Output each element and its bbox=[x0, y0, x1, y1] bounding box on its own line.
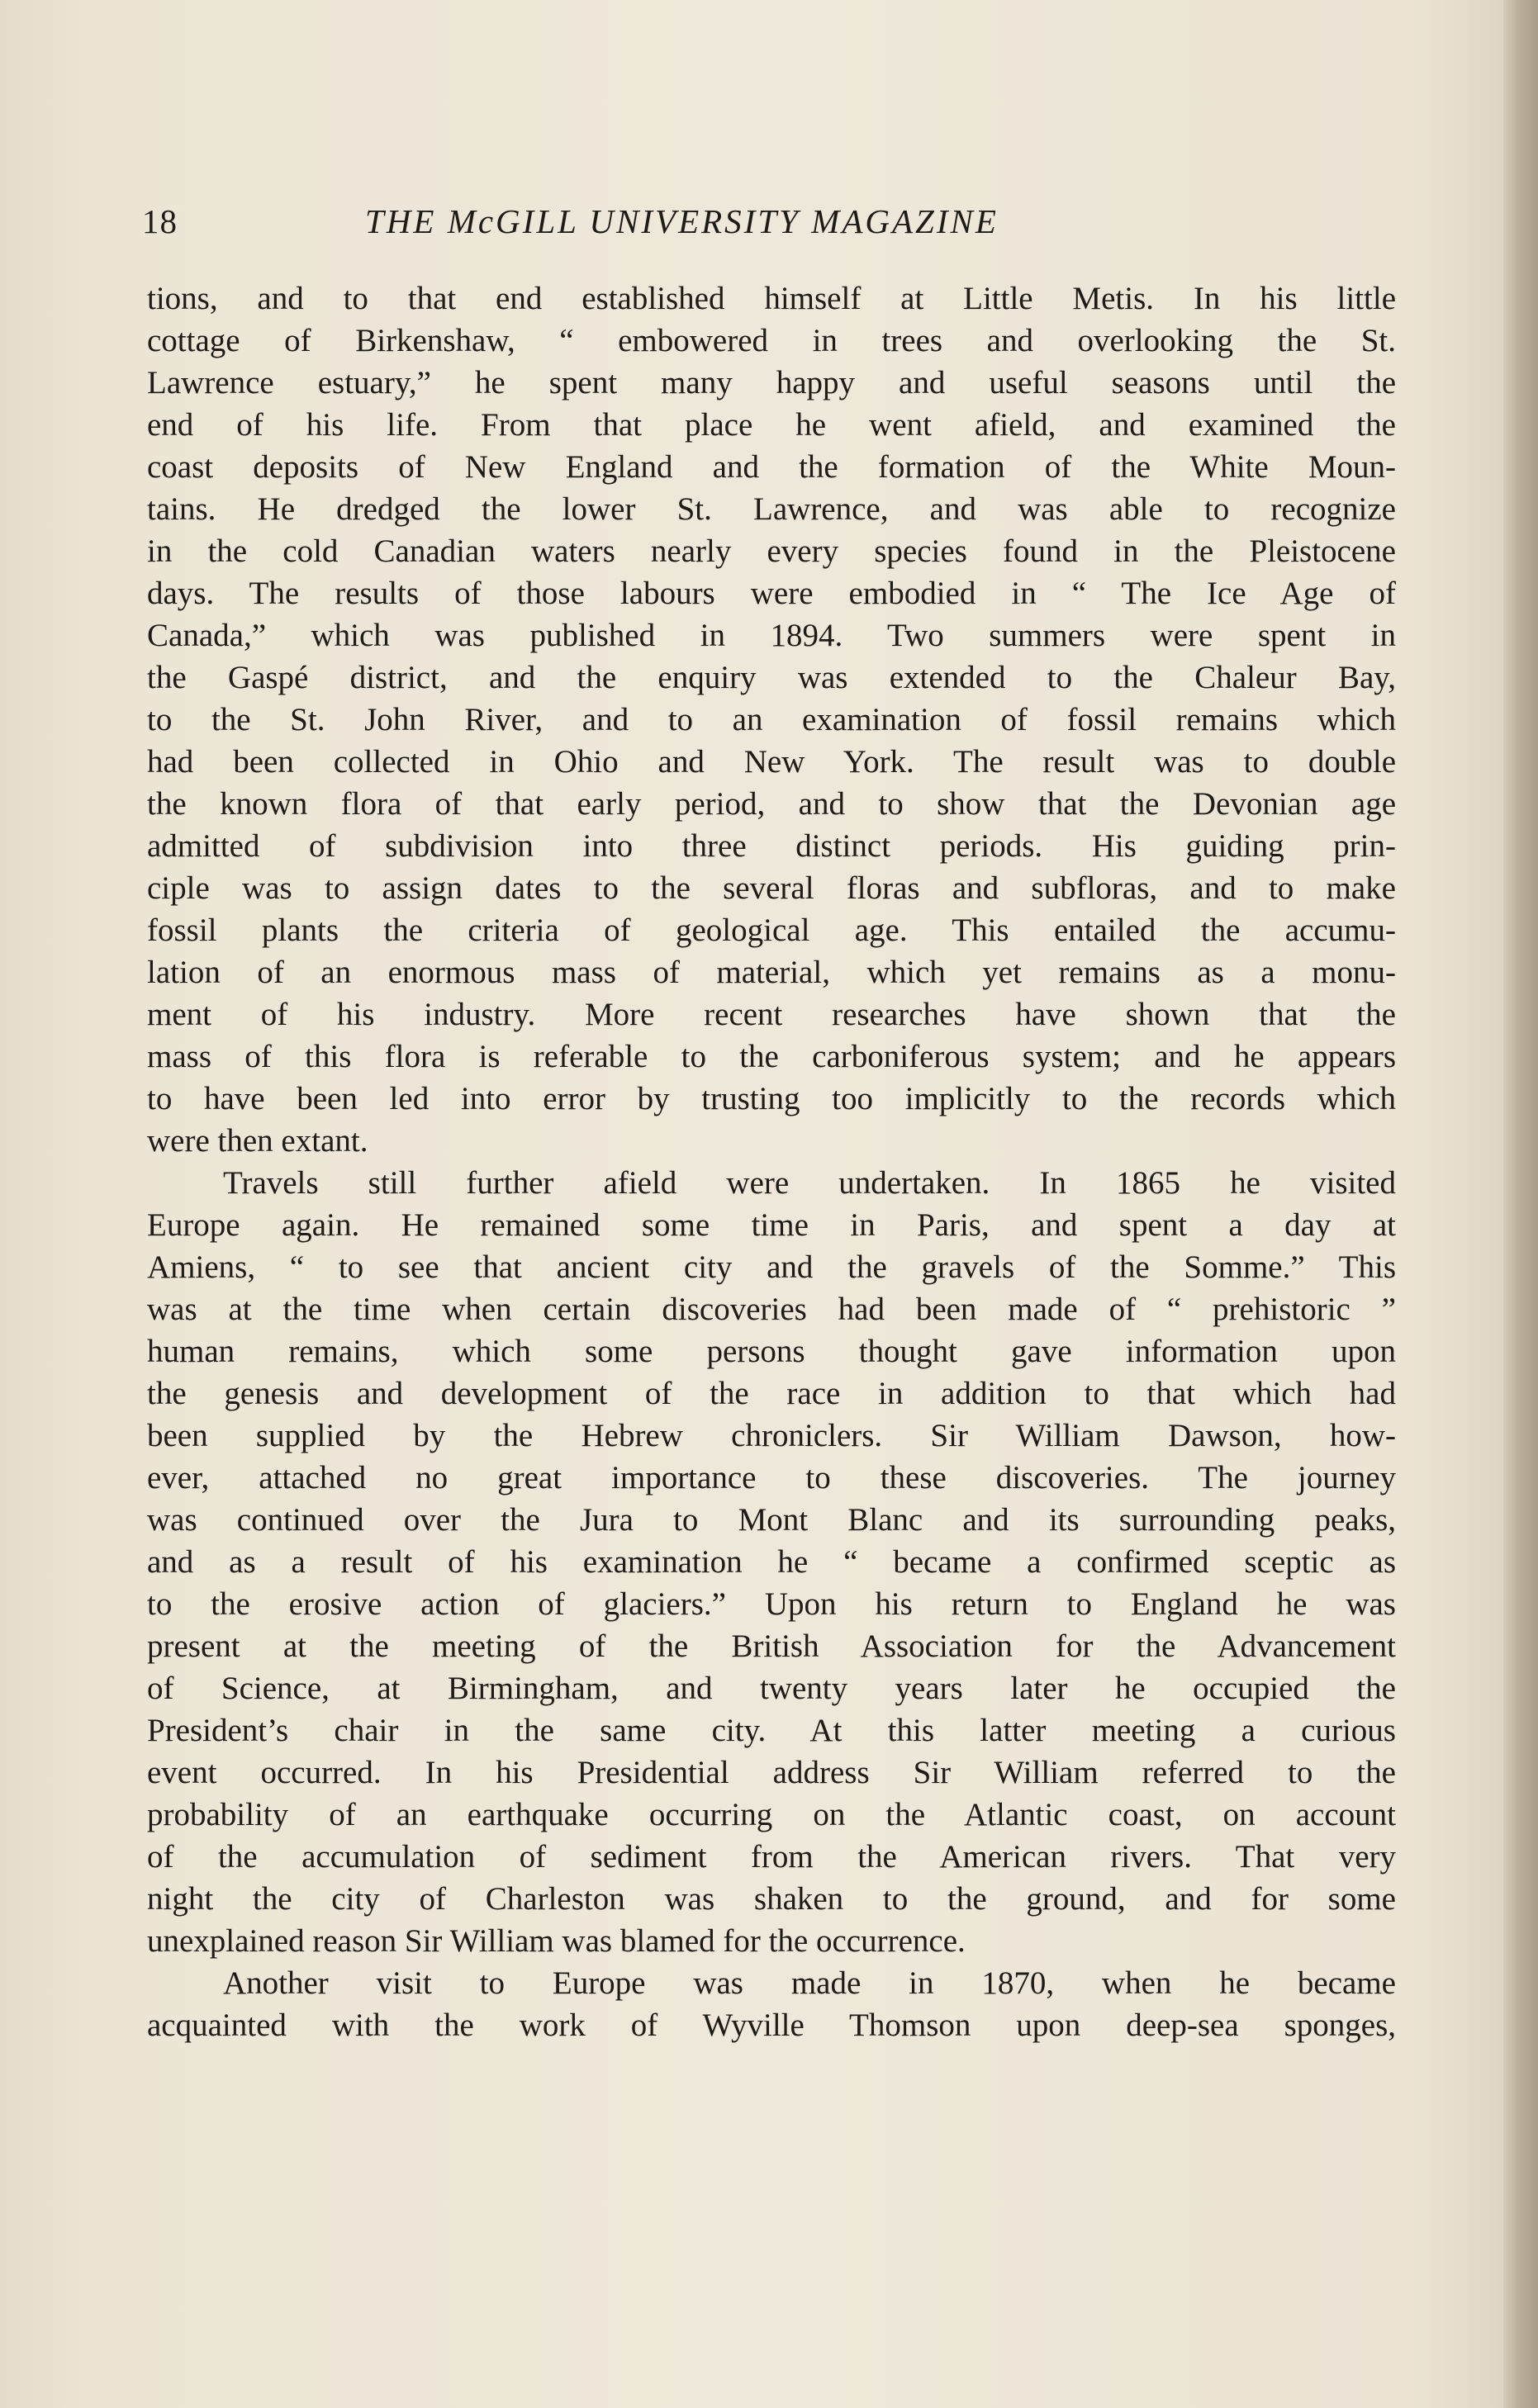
text-line: ever, attached no great importance to these discoveries. The journey bbox=[147, 1460, 1396, 1496]
text-line: ment of his industry. More recent researches have shown that the bbox=[147, 997, 1396, 1032]
text-line: in the cold Canadian waters nearly every species found in the Pleistocene bbox=[147, 533, 1396, 569]
text-line: President’s chair in the same city. At this latter meeting a curious bbox=[147, 1713, 1396, 1748]
text-line: the known flora of that early period, and to show that the Devonian age bbox=[147, 786, 1396, 822]
text-line: was continued over the Jura to Mont Blanc and its surrounding peaks, bbox=[147, 1502, 1396, 1538]
text-line: Canada,” which was published in 1894. Two summers were spent in bbox=[147, 618, 1396, 653]
body-text bbox=[147, 277, 1396, 2046]
text-line: days. The results of those labours were embodied in “ The Ice Age of bbox=[147, 576, 1396, 611]
text-line: Travels still further afield were undertaken. In 1865 he visited bbox=[223, 1165, 1396, 1201]
text-line: were then extant. bbox=[147, 1123, 368, 1159]
text-line: mass of this flora is referable to the carboniferous system; and he appears bbox=[147, 1039, 1396, 1074]
text-line: had been collected in Ohio and New York. The result was to double bbox=[147, 744, 1396, 780]
text-line: lation of an enormous mass of material, which yet remains as a monu- bbox=[147, 955, 1396, 990]
text-line: the genesis and development of the race in addition to that which had bbox=[147, 1376, 1396, 1411]
page-edge-shadow bbox=[1503, 0, 1538, 2408]
text-line: event occurred. In his Presidential address Sir William referred to the bbox=[147, 1755, 1396, 1790]
text-line: tains. He dredged the lower St. Lawrence, and was able to recognize bbox=[147, 491, 1396, 527]
text-line: been supplied by the Hebrew chroniclers. Sir William Dawson, how- bbox=[147, 1418, 1396, 1453]
running-title: THE McGILL UNIVERSITY MAGAZINE bbox=[365, 202, 999, 240]
text-line: to have been led into error by trusting too implicitly to the records which bbox=[147, 1081, 1396, 1116]
page-number: 18 bbox=[142, 202, 178, 240]
text-line: to the St. John River, and to an examination of fossil remains which bbox=[147, 702, 1396, 737]
text-line: tions, and to that end established himself at Little Metis. In his little bbox=[147, 281, 1396, 316]
text-line: ciple was to assign dates to the several floras and subfloras, and to make bbox=[147, 870, 1396, 906]
text-line: fossil plants the criteria of geological age. This entailed the accumu- bbox=[147, 912, 1396, 948]
text-line: Europe again. He remained some time in Paris, and spent a day at bbox=[147, 1207, 1396, 1243]
text-line: coast deposits of New England and the formation of the White Moun- bbox=[147, 449, 1396, 485]
text-line: Lawrence estuary,” he spent many happy and useful seasons until the bbox=[147, 365, 1396, 401]
text-line: and as a result of his examination he “ became a confirmed sceptic as bbox=[147, 1544, 1396, 1580]
text-line: probability of an earthquake occurring on the Atlantic coast, on account bbox=[147, 1797, 1396, 1832]
text-line: Amiens, “ to see that ancient city and the gravels of the Somme.” This bbox=[147, 1249, 1396, 1285]
text-line: admitted of subdivision into three distinct periods. His guiding prin- bbox=[147, 828, 1396, 864]
text-line: of Science, at Birmingham, and twenty years later he occupied the bbox=[147, 1671, 1396, 1706]
text-line: of the accumulation of sediment from the American rivers. That very bbox=[147, 1839, 1396, 1875]
text-line: end of his life. From that place he went afield, and examined the bbox=[147, 407, 1396, 443]
text-line: unexplained reason Sir William was blamed for the occurrence. bbox=[147, 1923, 966, 1959]
text-line: the Gaspé district, and the enquiry was extended to the Chaleur Bay, bbox=[147, 660, 1396, 695]
text-line: cottage of Birkenshaw, “ embowered in trees and overlooking the St. bbox=[147, 323, 1396, 358]
text-line: night the city of Charleston was shaken to the ground, and for some bbox=[147, 1881, 1396, 1917]
text-line: human remains, which some persons thought gave information upon bbox=[147, 1334, 1396, 1369]
page-header bbox=[142, 195, 1404, 248]
text-line: Another visit to Europe was made in 1870, when he became bbox=[223, 1965, 1396, 2001]
text-line: present at the meeting of the British Association for the Advancement bbox=[147, 1628, 1396, 1664]
text-line: acquainted with the work of Wyville Thomson upon deep-sea sponges, bbox=[147, 2007, 1396, 2043]
text-line: to the erosive action of glaciers.” Upon his return to England he was bbox=[147, 1586, 1396, 1622]
text-line: was at the time when certain discoveries had been made of “ prehistoric ” bbox=[147, 1292, 1396, 1327]
